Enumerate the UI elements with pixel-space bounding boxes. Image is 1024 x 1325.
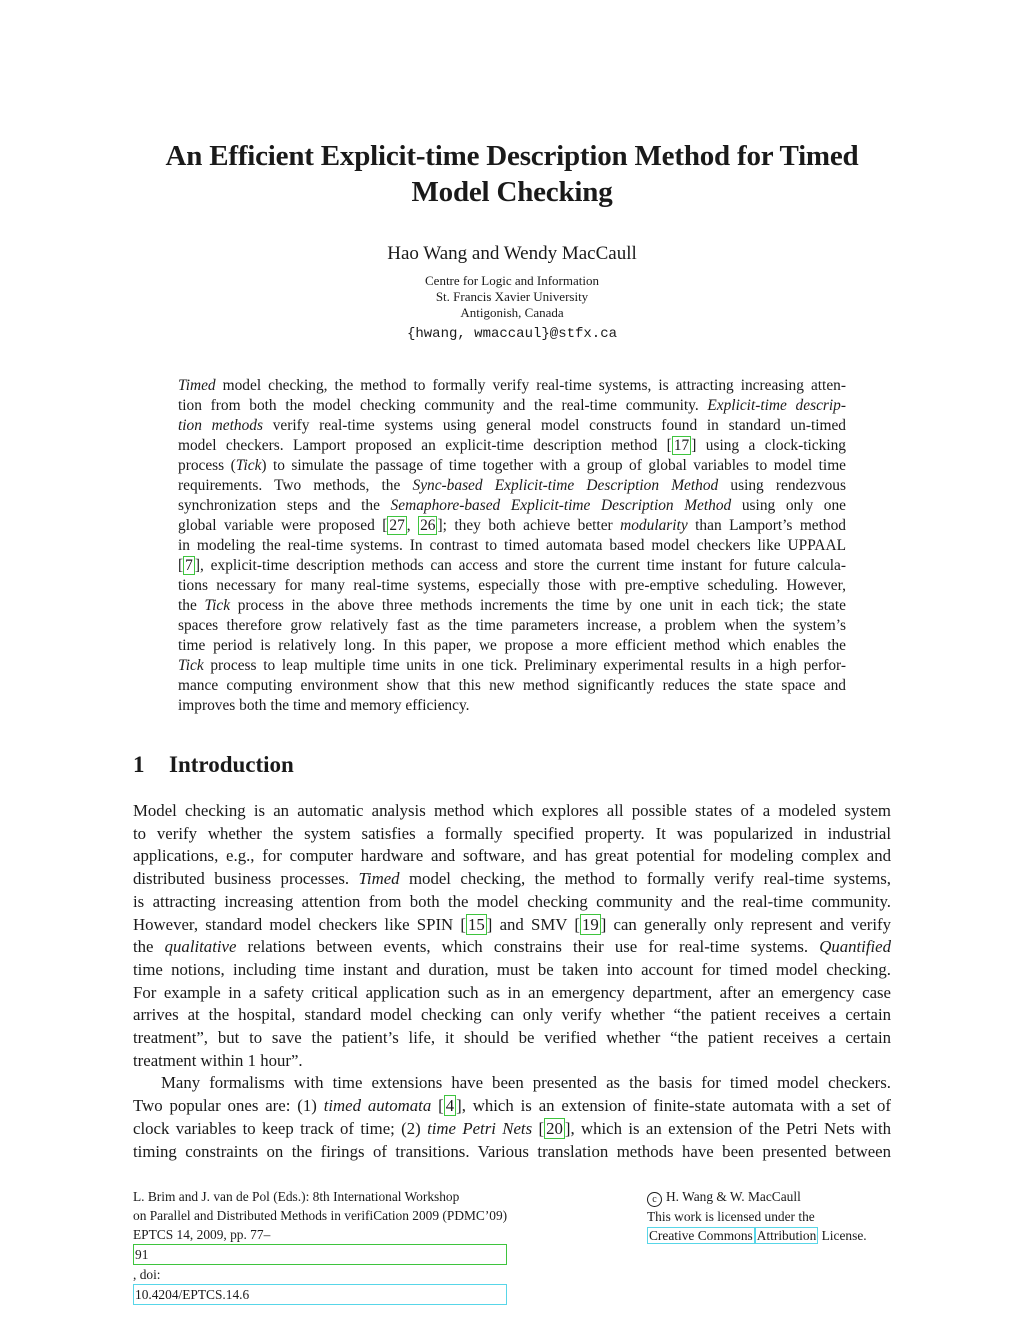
copyright-icon: c [647, 1192, 662, 1207]
last-page-link[interactable]: 91 [133, 1244, 507, 1265]
abstract-line: mance computing environment show that this new method significantly reduces the state space and [178, 677, 846, 694]
citation-link[interactable]: 20 [546, 1118, 563, 1138]
paper-title [120, 138, 904, 210]
abstract-line: tions necessary for many real-time systems, especially those with pre-emptive scheduling. However, [178, 577, 846, 594]
body-line: applications, e.g., for computer hardware and software, and has great potential for modeling complex and [133, 846, 891, 866]
citation-link[interactable]: 27 [389, 517, 405, 534]
abstract-line: synchronization steps and the Semaphore-based Explicit-time Description Method using only one [178, 497, 847, 514]
footer-license-info [647, 1187, 867, 1245]
attribution-link[interactable]: Attribution [756, 1228, 817, 1243]
body-line: Model checking is an automatic analysis method which explores all possible states of a modeled system [133, 801, 891, 820]
section-number: 1 [133, 752, 145, 777]
body-line: the qualitative relations between events, which constrains their use for real-time systems. Quantified [133, 937, 891, 957]
abstract-line: the Tick process in the above three methods increments the time by one unit in each tick; the state [178, 597, 846, 614]
body-line: distributed business processes. Timed model checking, the method to formally verify real-time systems, [133, 869, 891, 889]
license-line: This work is licensed under the [647, 1209, 815, 1224]
citation-link[interactable]: 4 [445, 1096, 455, 1116]
title-line-2: Model Checking [411, 176, 613, 208]
body-line: treatment”, but to save the patient’s life, it should be verified whether “the patient receives a certain [133, 1028, 891, 1048]
doi-link[interactable]: 10.4204/EPTCS.14.6 [133, 1284, 507, 1305]
abstract-line: [ 7 ], explicit-time description methods can access and store the current time instant for future calcula- [178, 557, 846, 574]
abstract-line: Timed model checking, the method to formally verify real-time systems, is attracting increasing atten- [178, 377, 846, 394]
section-heading-introduction [133, 752, 294, 778]
citation-link[interactable]: 17 [673, 437, 690, 454]
affiliation-line: Antigonish, Canada [460, 305, 564, 320]
body-line: to verify whether the system satisfies a formally specified property. It was popularized in industrial [133, 823, 891, 843]
abstract-line: model checkers. Lamport proposed an explicit-time description method [ 17 ] using a clock-ticking [178, 437, 846, 454]
abstract [178, 376, 846, 716]
body-line: is attracting increasing attention from both the model checking community and the real-time community. [133, 891, 891, 911]
abstract-line: global variable were proposed [ 27 , 26 ]; they both achieve better modularity than Lamport’s method [178, 517, 847, 534]
abstract-line: Tick process to leap multiple time units in one tick. Preliminary experimental results in a high perfor- [178, 657, 846, 674]
affiliation-line: St. Francis Xavier University [435, 289, 589, 304]
body-line: Many formalisms with time extensions have been presented as the basis for timed model checkers. [161, 1073, 891, 1093]
abstract-line: time period is relatively long. In this paper, we propose a more efficient method which enables the [178, 637, 846, 654]
footer-line: EPTCS 14, 2009, pp. 77– 91 , doi: 10.4204/EPTCS.14.6 [133, 1225, 507, 1305]
citation-link[interactable]: 7 [185, 557, 193, 574]
section-title: Introduction [169, 752, 294, 777]
body-line: However, standard model checkers like SPIN [ 15 ] and SMV [ 19 ] can generally only represent and verify [133, 914, 892, 934]
body-line: Two popular ones are: (1) timed automata [ 4 ], which is an extension of finite-state automata with a set of [133, 1096, 891, 1116]
abstract-line: tion methods verify real-time systems using general model constructs found in standard un-timed [178, 417, 847, 434]
footer-publication-info [133, 1187, 507, 1305]
citation-link[interactable]: 15 [468, 914, 485, 934]
license-link-line: Creative Commons Attribution License. [649, 1228, 867, 1243]
copyright-line: c H. Wang & W. MacCaull [647, 1187, 867, 1207]
creative-commons-link[interactable]: Creative Commons [649, 1228, 753, 1243]
abstract-line: in modeling the real-time systems. In contrast to timed automata based model checkers like UPPAAL [178, 537, 846, 554]
body-line: arrives at the hospital, standard model checking can only verify whether “the patient receives a certain [133, 1005, 891, 1025]
abstract-line: tion from both the model checking community and the real-time community. Explicit-time descrip- [178, 397, 846, 414]
body-line: treatment within 1 hour”. [133, 1050, 303, 1070]
body-line: clock variables to keep track of time; (2) time Petri Nets [ 20 ], which is an extension of the Petri Nets with [133, 1118, 892, 1138]
abstract-line: spaces therefore grow relatively fast as the time parameters increase, a problem when the system’s [178, 617, 846, 634]
footer-line: L. Brim and J. van de Pol (Eds.): 8th International Workshop [133, 1189, 460, 1204]
body-line: time notions, including time instant and duration, must be taken into account for timed model checking. [133, 959, 891, 979]
affiliation [0, 273, 1024, 321]
title-line-1: An Efficient Explicit-time Description Method for Timed [165, 140, 859, 172]
introduction-body [133, 800, 891, 1163]
abstract-line: requirements. Two methods, the Sync-based Explicit-time Description Method using rendezvous [178, 477, 846, 494]
body-line: For example in a safety critical application such as in an emergency department, after an emergency case [133, 982, 891, 1002]
body-line: timing constraints on the firings of transitions. Various translation methods have been presented between [133, 1141, 891, 1161]
abstract-line: process (Tick) to simulate the passage of time together with a group of global variables to model time [178, 457, 846, 474]
authors: Hao Wang and Wendy MacCaull [387, 243, 637, 264]
citation-link[interactable]: 19 [581, 914, 599, 934]
abstract-line: improves both the time and memory efficiency. [178, 697, 470, 714]
citation-link[interactable]: 26 [420, 517, 436, 534]
author-email: {hwang, wmaccaul}@stfx.ca [406, 326, 618, 342]
footer-line: on Parallel and Distributed Methods in verifiCation 2009 (PDMC’09) [133, 1208, 508, 1223]
affiliation-line: Centre for Logic and Information [425, 273, 599, 288]
